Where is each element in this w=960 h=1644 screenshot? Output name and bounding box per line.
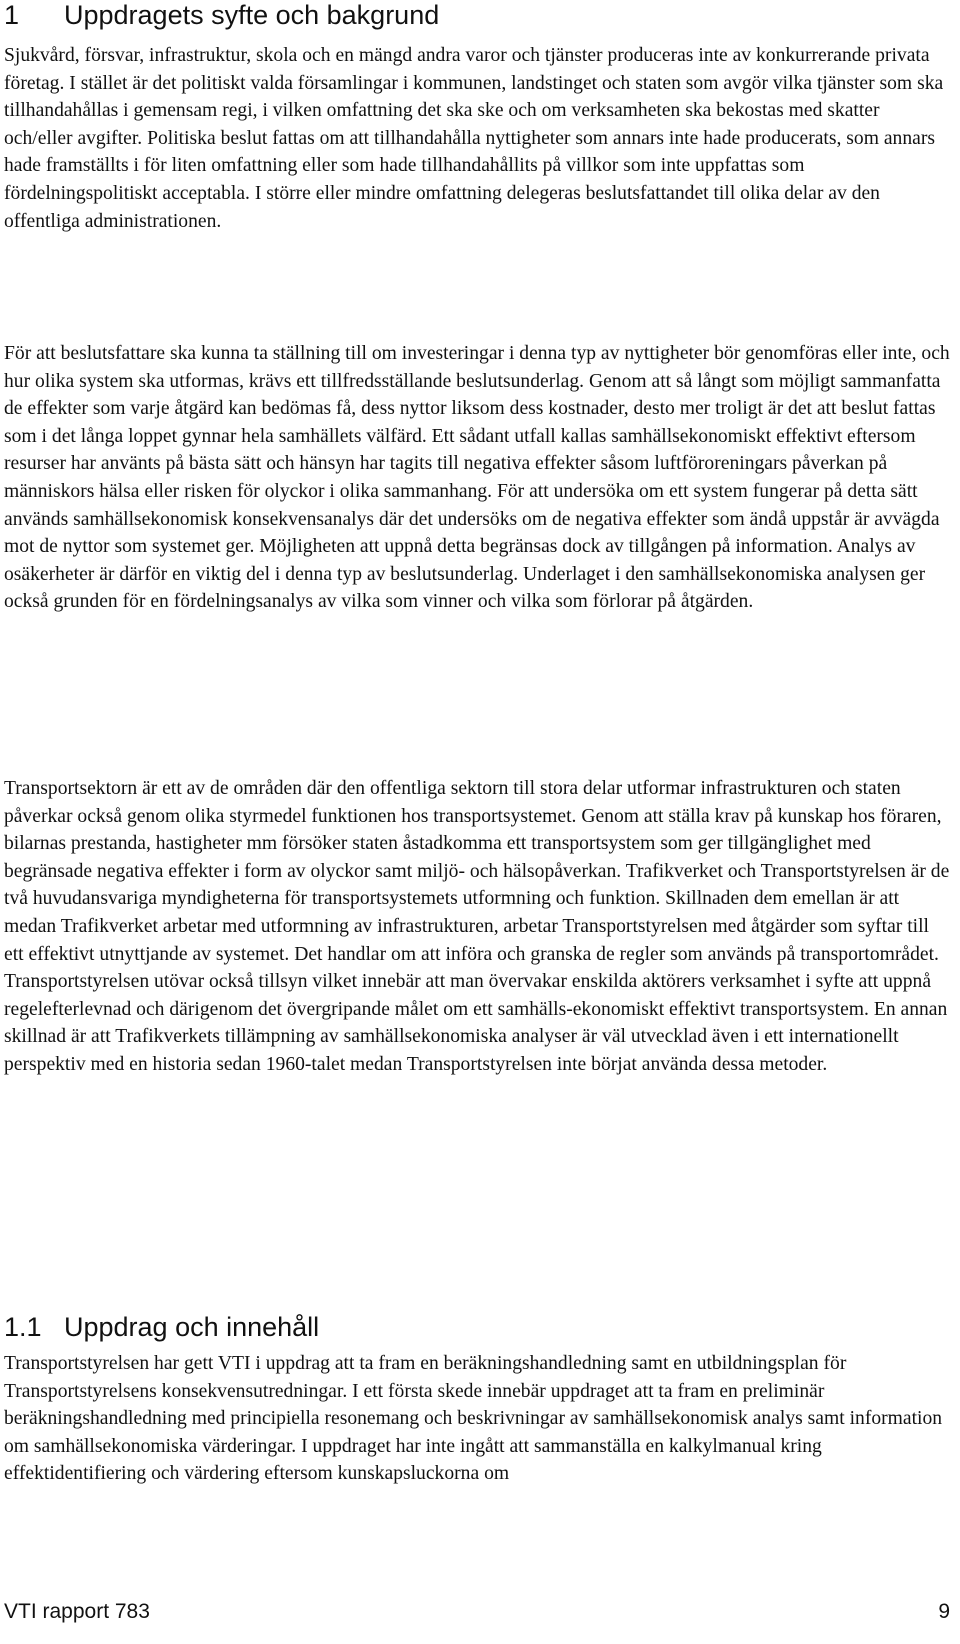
- section-title: Uppdragets syfte och bakgrund: [64, 0, 440, 30]
- paragraph-3: Transportsektorn är ett av de områden där den offentliga sektorn till stora delar utformar infrastrukturen och staten påverkar också genom olika styrmedel funktionen hos transportsystemet. Genom att ställa krav på kunskap hos föraren, bilarnas prestanda, hastigheter mm försöker staten åstadkomma ett transportsystem som ger tillgänglighet med begränsade negativa effekter i form av olyckor samt miljö- och hälsopåverkan. Trafikverket och Transportstyrelsen är de två huvudansvariga myndigheterna för transportsystemets utformning och funktion. Skillnaden dem emellan är att medan Trafikverket arbetar med utformning av infrastrukturen, arbetar Transportstyrelsen med åtgärder som syftar till ett effektivt utnyttjande av systemet. Det handlar om att införa och granska de regler som används på transportområdet. Transportstyrelsen utövar också tillsyn vilket innebär att man övervakar enskilda aktörers verksamhet i syfte att uppnå regelefterlevnad och därigenom det övergripande målet om ett samhälls-ekonomiskt effektivt transportsystem. En annan skillnad är att Trafikverkets tillämpning av samhällsekonomiska analyser är väl utvecklad även i ett internationellt perspektiv med en historia sedan 1960-talet medan Transportstyrelsen inte börjat använda dessa metoder.: [4, 778, 950, 1075]
- section-heading-1-1: [4, 1312, 319, 1346]
- paragraph-2: För att beslutsfattare ska kunna ta ställning till om investeringar i denna typ av nyttigheter bör genomföras eller inte, och hur olika system ska utformas, krävs ett tillfredsställande beslutsunderlag. Genom att så långt som möjligt sammanfatta de effekter som varje åtgärd kan bedömas få, dess nyttor liksom dess kostnader, desto mer troligt är det att beslut fattas som i det långa loppet gynnar hela samhällets välfärd. Ett sådant utfall kallas samhällsekonomiskt effektivt eftersom resurser har använts på bästa sätt och hänsyn har tagits till negativa effekter såsom luftföroreningars påverkan på människors hälsa eller risken för olyckor i olika sammanhang. För att undersöka om ett system fungerar på detta sätt används samhällsekonomisk konsekvensanalys där det undersöks om de negativa effekter som ändå uppstår är avvägda mot de nyttor som systemet ger. Möjligheten att uppnå detta begränsas dock av tillgången på information. Analys av osäkerheter är därför en viktig del i denna typ av beslutsunderlag. Underlaget i den samhällsekonomiska analysen ger också grunden för en fördelningsanalys av vilka som vinner och vilka som förlorar på åtgärden.: [4, 343, 950, 613]
- report-name: VTI rapport 783: [4, 1600, 150, 1623]
- paragraph-1: Sjukvård, försvar, infrastruktur, skola och en mängd andra varor och tjänster produceras inte av konkurrerande privata företag. I stället är det politiskt valda församlingar i kommunen, landstinget och staten som avgör vilka tjänster som ska tillhandahållas i gemensam regi, i vilken omfattning det ska ske och om verksamheten ska bekostas med skatter och/eller avgifter. Politiska beslut fattas om att tillhandahålla nyttigheter som annars inte hade producerats, som annars hade framställts i för liten omfattning eller som hade tillhandahållits på villkor som inte uppfattas som fördelningspolitiskt acceptabla. I större eller mindre omfattning delegeras beslutsfattandet till olika delar av den offentliga administrationen.: [4, 45, 944, 232]
- section-number: 1.1: [4, 1312, 42, 1342]
- section-number: 1: [4, 0, 20, 30]
- paragraph-4: Transportstyrelsen har gett VTI i uppdrag att ta fram en beräkningshandledning samt en utbildningsplan för Transportstyrelsens konsekvensutredningar. I ett första skede innebär uppdraget att ta fram en preliminär beräkningshandledning med principiella resonemang och beskrivningar av samhällsekonomisk analys samt information om samhällsekonomiska värderingar. I uppdraget har inte ingått att sammanställa en kalkylmanual kring effektidentifiering och värdering eftersom kunskapsluckorna om: [4, 1353, 943, 1485]
- page-number: 9: [938, 1600, 950, 1623]
- section-heading-1: [4, 0, 439, 34]
- section-title: Uppdrag och innehåll: [64, 1312, 320, 1342]
